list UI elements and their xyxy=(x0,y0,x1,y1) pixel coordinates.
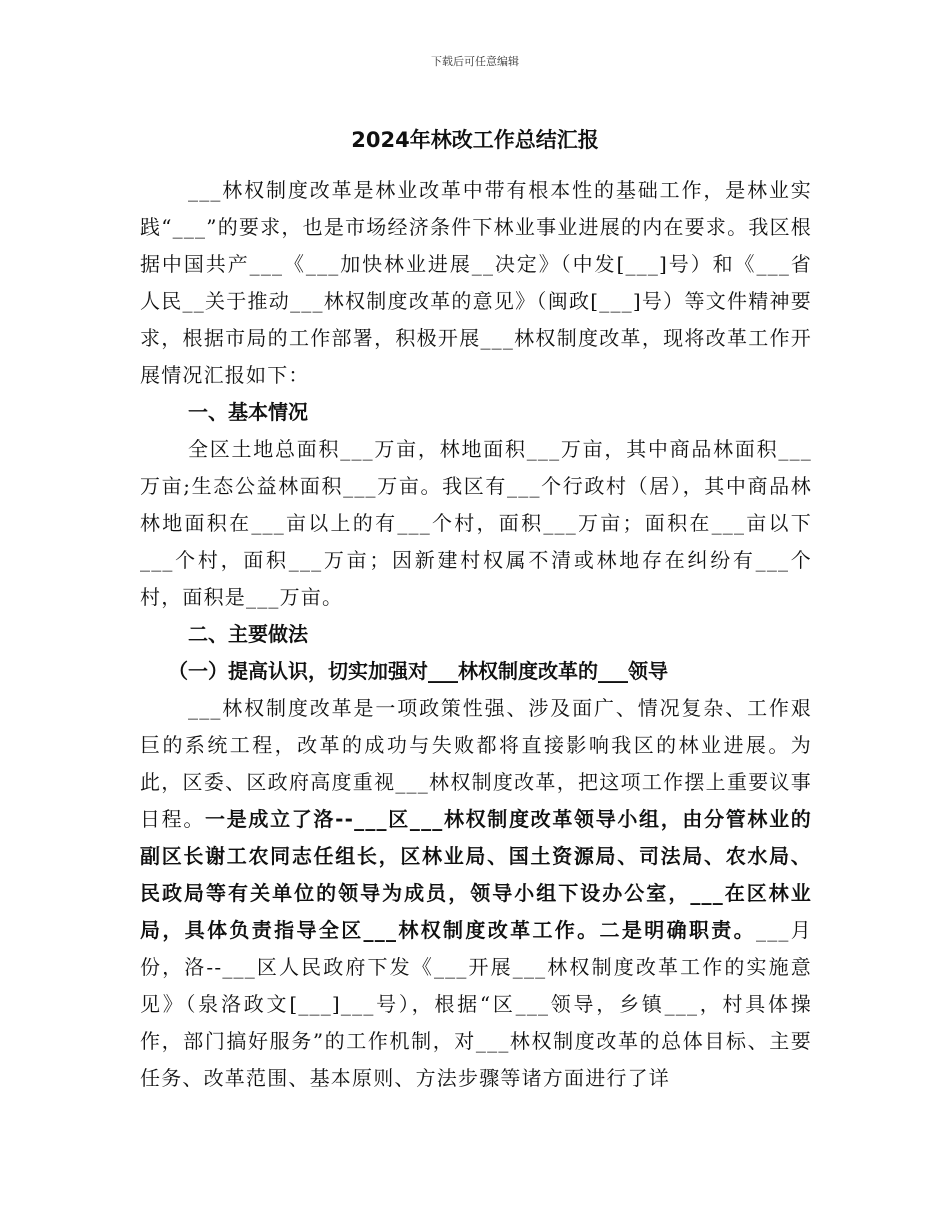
document-title: 2024年林改工作总结汇报 xyxy=(351,128,599,152)
main-practices-paragraph xyxy=(140,690,812,1097)
subsection-heading-1: （一）提高认识，切实加强对___林权制度改革的___领导 xyxy=(168,659,668,683)
section-heading-basic-situation: 一、基本情况 xyxy=(188,400,308,424)
paragraph-text-continued: ___月份，洛--___区人民政府下发《___开展___林权制度改革工作的实施意见》（泉洛政文[___]___号），根据“区___领导，乡镇___，村具体操作，部门搞好服务”的工作机制，对___林权制度改革的总体目标、主要任务、改革范围、基本原则、方法步骤等诸方面进行了详 xyxy=(140,918,812,1090)
section-heading-main-practices: 二、主要做法 xyxy=(188,622,308,646)
paragraph-text-bold: 一是成立了洛--___区___林权制度改革领导小组，由分管林业的副区长谢工农同志任组长，区林业局、国土资源局、司法局、农水局、民政局等有关单位的领导为成员，领导小组下设办公室，___在区林业局，具体负责指导全区___林权制度改革工作。二是明确职责。 xyxy=(140,807,812,942)
basic-situation-paragraph: 全区土地总面积___万亩，林地面积___万亩，其中商品林面积___万亩;生态公益林面积___万亩。我区有___个行政村（居），其中商品林林地面积在___亩以上的有___个村，面积___万亩；面积在___亩以下___个村，面积___万亩；因新建村权属不清或林地存在纠纷有___个村，面积是___万亩。 xyxy=(140,437,812,609)
intro-paragraph: ___林权制度改革是林业改革中带有根本性的基础工作，是林业实践“___”的要求，也是市场经济条件下林业事业进展的内在要求。我区根据中国共产___《___加快林业进展__决定》（中发[___]号）和《___省人民__关于推动___林权制度改革的意见》（闽政[___]号）等文件精神要求，根据市局的工作部署，积极开展___林权制度改革，现将改革工作开展情况汇报如下： xyxy=(140,178,812,387)
header-note: 下载后可任意编辑 xyxy=(431,55,519,68)
paragraph-text-normal: ___林权制度改革是一项政策性强、涉及面广、情况复杂、工作艰巨的系统工程，改革的成功与失败都将直接影响我区的林业进展。为此，区委、区政府高度重视___林权制度改革，把这项工作摆上重要议事日程。 xyxy=(140,696,812,831)
document-body xyxy=(140,172,812,1097)
